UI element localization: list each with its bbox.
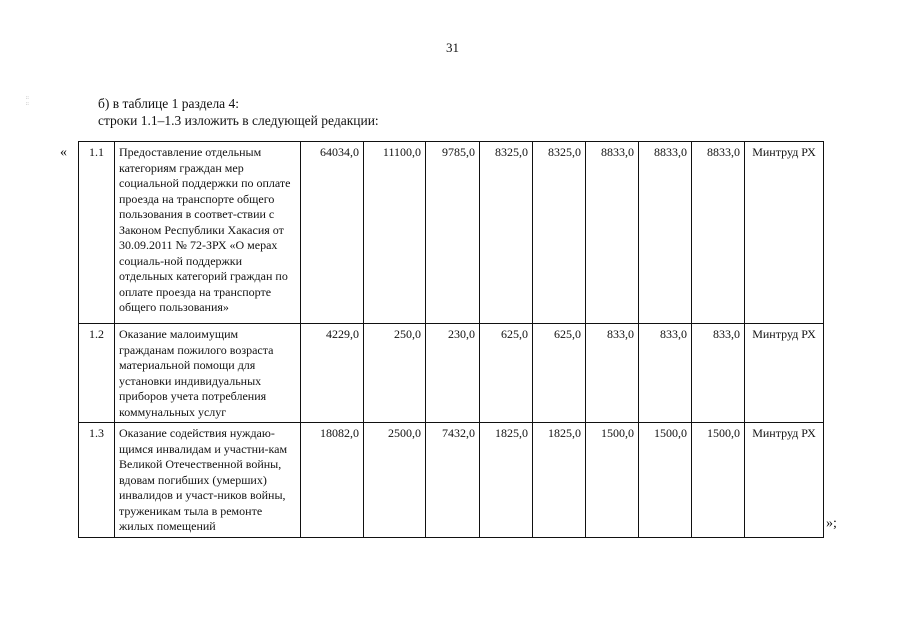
value-year-6: 833,0: [639, 324, 692, 423]
value-year-5: 833,0: [586, 324, 639, 423]
responsible-agency: Минтруд РХ: [745, 324, 824, 423]
responsible-agency: Минтруд РХ: [745, 142, 824, 324]
page-number: 31: [446, 40, 459, 55]
value-total: 18082,0: [301, 423, 364, 538]
value-year-2: 7432,0: [426, 423, 480, 538]
table-row: [79, 324, 824, 423]
responsible-agency: Минтруд РХ: [745, 423, 824, 538]
value-year-6: 1500,0: [639, 423, 692, 538]
measure-name: Оказание малоимущим гражданам пожилого возраста материальной помощи для установки индивидуальных приборов учета потребления коммунальных услуг: [115, 324, 301, 423]
value-year-5: 8833,0: [586, 142, 639, 324]
margin-stamp-mark: :: ::: [26, 96, 29, 107]
value-year-3: 8325,0: [480, 142, 533, 324]
table-row: [79, 142, 824, 324]
value-year-2: 9785,0: [426, 142, 480, 324]
table-row: [79, 423, 824, 538]
value-year-2: 230,0: [426, 324, 480, 423]
value-year-4: 8325,0: [533, 142, 586, 324]
intro-line-1: б) в таблице 1 раздела 4:: [98, 96, 240, 111]
value-year-6: 8833,0: [639, 142, 692, 324]
measure-name: Оказание содействия нуждаю-щимся инвалидам и участни-кам Великой Отечественной войны, вдовам погибших (умерших) инвалидов и участ-ников войны, труженикам тыла в ремонте жилых помещений: [115, 423, 301, 538]
value-year-7: 833,0: [692, 324, 745, 423]
value-year-7: 1500,0: [692, 423, 745, 538]
row-number: 1.1: [79, 142, 115, 324]
intro-line-2: строки 1.1–1.3 изложить в следующей редакции:: [98, 113, 379, 128]
value-year-4: 625,0: [533, 324, 586, 423]
value-year-1: 11100,0: [364, 142, 426, 324]
measure-name: Предоставление отдельным категориям граждан мер социальной поддержки по оплате проезда на транспорте общего пользования в соответ-ствии с Законом Республики Хакасия от 30.09.2011 № 72-ЗРХ «О мерах социаль-ной поддержки отдельных категорий граждан по оплате проезда на транспорте общего пользования»: [115, 142, 301, 324]
value-year-3: 625,0: [480, 324, 533, 423]
value-year-1: 250,0: [364, 324, 426, 423]
intro-text: [98, 95, 379, 129]
value-year-5: 1500,0: [586, 423, 639, 538]
value-total: 4229,0: [301, 324, 364, 423]
row-number: 1.2: [79, 324, 115, 423]
value-year-4: 1825,0: [533, 423, 586, 538]
value-year-1: 2500,0: [364, 423, 426, 538]
value-year-3: 1825,0: [480, 423, 533, 538]
value-year-7: 8833,0: [692, 142, 745, 324]
program-table: [78, 141, 824, 538]
value-total: 64034,0: [301, 142, 364, 324]
opening-quote: «: [60, 145, 67, 160]
row-number: 1.3: [79, 423, 115, 538]
closing-quote: »;: [826, 516, 837, 531]
